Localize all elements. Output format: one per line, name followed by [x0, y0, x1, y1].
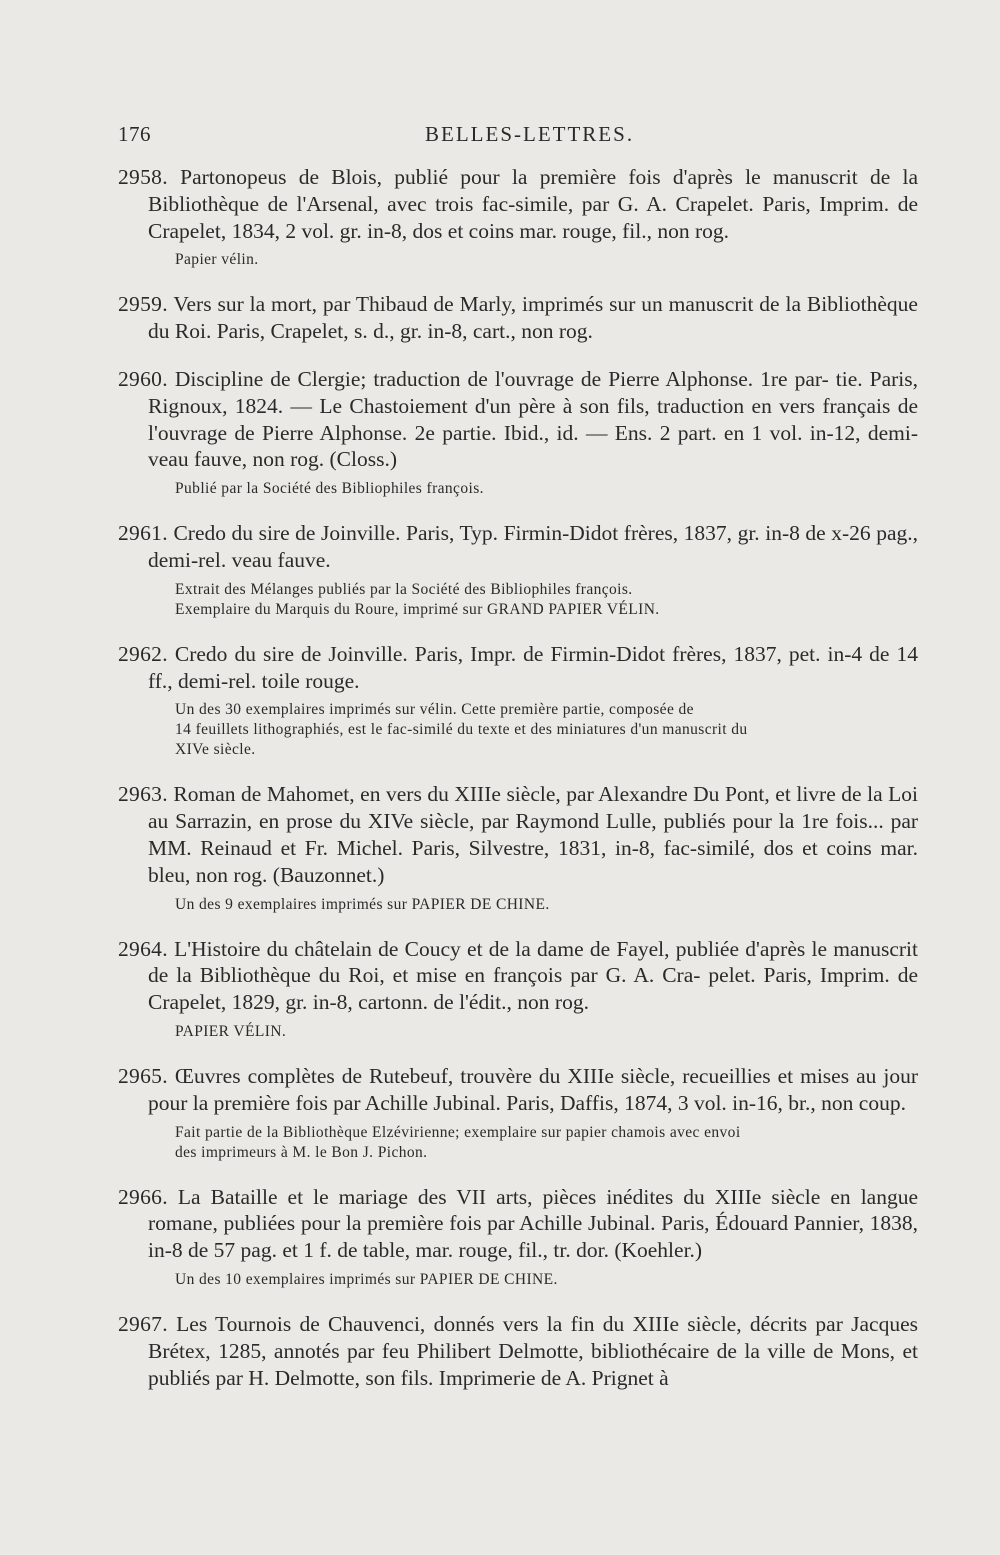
catalogue-entry [118, 641, 918, 761]
entry-line: Paris, Imprim. de Crapelet, 1834, 2 vol. gr. in-8, dos et coins mar. rouge, fil., [148, 191, 918, 243]
entry-text [118, 1063, 918, 1117]
catalogue-entry [118, 520, 918, 620]
entry-note [175, 479, 918, 499]
entry-line: Roman de Mahomet, en vers du XIIIe siècle, par Alexandre Du Pont, et [173, 782, 791, 807]
entry-line: tr. dor. (Koehler.) [553, 1238, 703, 1263]
note-line: Un des 10 exemplaires imprimés sur PAPIER DE CHINE. [175, 1270, 558, 1288]
entry-note [175, 1022, 918, 1042]
entry-number: 2967. [118, 1311, 168, 1336]
entry-text [118, 291, 918, 345]
note-line: Un des 9 exemplaires imprimés sur PAPIER DE CHINE. [175, 895, 550, 913]
entry-line: de x-26 pag., demi-rel. veau fauve. [148, 521, 919, 572]
entry-line: langue romane, publiées pour la première fois par Achille Jubinal. Paris, [148, 1184, 919, 1236]
entry-line: en vers français de l'ouvrage de Pierre Alphonse. 2e partie. Ibid., id. — Ens. [148, 393, 918, 445]
entry-number: 2958. [118, 165, 168, 189]
entry-number: 2961. [118, 521, 168, 546]
entry-line: Œuvres complètes de Rutebeuf, trouvère du XIIIe siècle, recueillies et mises [174, 1063, 850, 1088]
entry-number: 2965. [118, 1063, 168, 1088]
note-line: Fait partie de la Bibliothèque Elzévirienne; exemplaire sur papier chamois avec envoi [175, 1123, 741, 1141]
note-line: Extrait des Mélanges publiés par la Société des Bibliophiles françois. [175, 580, 633, 598]
entry-number: 2966. [118, 1184, 168, 1209]
entry-line: Credo du sire de Joinville. Paris, Impr. de Firmin-Didot frères, 1837, [174, 641, 782, 666]
catalogue-entry [118, 1184, 918, 1290]
entry-line: Édouard Pannier, 1838, in-8 de 57 pag. et 1 f. de table, mar. rouge, fil., [148, 1211, 919, 1263]
entry-number: 2963. [118, 782, 168, 807]
running-title: BELLES-LETTRES. [425, 122, 635, 146]
entry-line: au jour pour la première fois par Achille Jubinal. Paris, Daffis, 1874, 3 vol. [148, 1063, 919, 1115]
catalogue-entry [118, 164, 918, 270]
entry-line: ville de Mons, et publiés par H. Delmotte, son fils. Imprimerie de A. Prignet à [148, 1338, 918, 1390]
entry-line: Partonopeus de Blois, publié pour la première fois d'après le manuscrit [180, 165, 858, 189]
entry-note [175, 1270, 918, 1290]
catalogue-entry [118, 936, 918, 1042]
catalogue-entry [118, 291, 918, 345]
entry-number: 2964. [118, 936, 168, 961]
entry-line: La Bataille et le mariage des VII arts, pièces inédites du XIIIe siècle en [177, 1184, 851, 1209]
entry-text [118, 781, 918, 888]
note-line: Exemplaire du Marquis du Roure, imprimé sur GRAND PAPIER VÉLIN. [175, 600, 660, 618]
entry-line: Jacques Brétex, 1285, annotés par feu Philibert Delmotte, bibliothécaire de la [148, 1311, 919, 1363]
catalogue-entries [118, 164, 918, 1412]
entry-text [118, 936, 918, 1016]
entry-line: Credo du sire de Joinville. Paris, Typ. Firmin-Didot frères, 1837, gr. in-8 [173, 521, 800, 546]
entry-line: publiés pour la 1re fois... par MM. Reinaud et Fr. Michel. Paris, Silvestre, [148, 809, 919, 860]
entry-line: de la Bibliothèque de l'Arsenal, avec trois fac-simile, par G. A. Crapelet. [148, 165, 919, 216]
entry-text [118, 366, 918, 473]
entry-text [118, 164, 918, 244]
catalogue-entry [118, 1063, 918, 1163]
entry-text [118, 520, 918, 574]
entry-line: pelet. Paris, Imprim. de Crapelet, 1829, gr. in-8, cartonn. de l'édit., non rog. [148, 963, 919, 1015]
note-line: 14 feuillets lithographiés, est le fac-similé du texte et des miniatures d'un manuscrit du [175, 721, 748, 739]
note-line: PAPIER VÉLIN. [175, 1022, 287, 1040]
note-line: Publié par la Société des Bibliophiles françois. [175, 480, 484, 498]
entry-line: Vers sur la mort, par Thibaud de Marly, imprimés sur un manuscrit de la [173, 292, 802, 317]
entry-line: Bibliothèque du Roi. Paris, Crapelet, s. d., gr. in-8, cart., non rog. [148, 292, 918, 344]
catalogue-entry [118, 366, 918, 499]
entry-line: 2 part. en 1 vol. in-12, demi-veau fauve, non rog. (Closs.) [148, 420, 918, 472]
entry-text [118, 1311, 918, 1391]
catalogue-entry [118, 1311, 918, 1391]
entry-line: 1831, in-8, fac-similé, dos et coins mar. bleu, non rog. (Bauzonnet.) [148, 835, 919, 887]
entry-note [175, 250, 918, 270]
entry-note [175, 580, 918, 620]
entry-line: pet. in-4 de 14 ff., demi-rel. toile rouge. [148, 641, 918, 693]
entry-line: le manuscrit de la Bibliothèque du Roi, et mise en françois par G. A. Cra- [148, 936, 918, 988]
entry-text [118, 1184, 918, 1264]
entry-line: tie. Paris, Rignoux, 1824. — Le Chastoiement d'un père à son fils, traduction [148, 366, 918, 418]
entry-number: 2959. [118, 292, 168, 317]
entry-line: Les Tournois de Chauvenci, donnés vers la fin du XIIIe siècle, décrits par [176, 1311, 843, 1336]
entry-note [175, 700, 918, 760]
entry-number: 2962. [118, 641, 168, 666]
note-line: des imprimeurs à M. le Bon J. Pichon. [175, 1143, 428, 1161]
note-line: Papier vélin. [175, 251, 259, 269]
entry-number: 2960. [118, 366, 168, 391]
entry-text [118, 641, 918, 695]
note-line: XIVe siècle. [175, 741, 256, 759]
entry-line: in-16, br., non coup. [732, 1090, 906, 1115]
entry-note [175, 895, 918, 915]
entry-line: livre de la Loi au Sarrazin, en prose du XIVe siècle, par Raymond Lulle, [148, 782, 918, 834]
entry-line: L'Histoire du châtelain de Coucy et de la dame de Fayel, publiée d'après [174, 936, 806, 961]
entry-note [175, 1123, 918, 1163]
catalogue-entry [118, 781, 918, 914]
page-header [118, 122, 918, 152]
note-line: Un des 30 exemplaires imprimés sur vélin. Cette première partie, composée de [175, 701, 694, 719]
entry-line: Discipline de Clergie; traduction de l'ouvrage de Pierre Alphonse. 1re par- [174, 366, 829, 391]
entry-line: non rog. [657, 218, 730, 243]
page-number: 176 [118, 122, 151, 146]
